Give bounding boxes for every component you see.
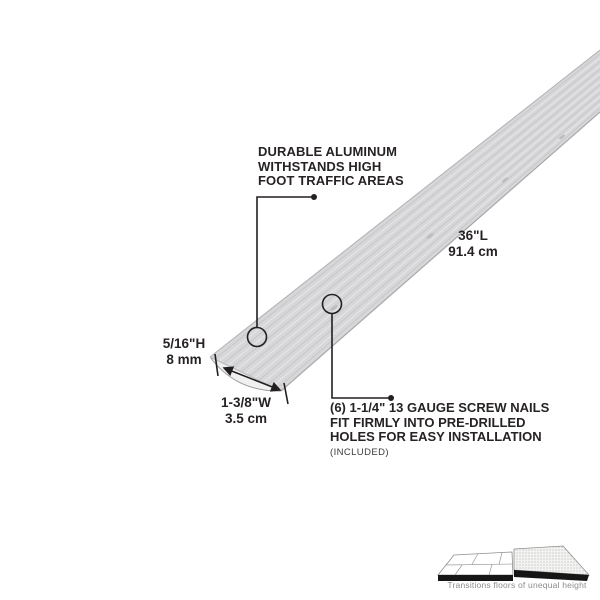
height-metric: 8 mm xyxy=(166,352,202,367)
threshold-strip xyxy=(210,50,600,391)
width-imperial: 1-3/8"W xyxy=(221,395,271,410)
durability-line: FOOT TRAFFIC AREAS xyxy=(258,173,404,188)
footer-caption: Transitions floors of unequal height xyxy=(447,580,587,590)
durability-line: WITHSTANDS HIGH xyxy=(258,158,382,174)
width-metric: 3.5 cm xyxy=(224,411,268,426)
flute-line xyxy=(219,58,600,362)
height-label xyxy=(134,336,234,368)
flute-line xyxy=(214,54,600,359)
strip-top-surface xyxy=(210,50,600,391)
screws-line: (6) 1-1/4" 13 GAUGE SCREW NAILS xyxy=(330,400,550,415)
width-label xyxy=(187,395,305,427)
flute-line xyxy=(237,73,600,370)
unequal-height-floors-icon xyxy=(438,546,589,581)
height-imperial: 5/16"H xyxy=(162,336,206,351)
length-metric: 91.4 cm xyxy=(448,244,498,259)
screws-line: HOLES FOR EASY INSTALLATION xyxy=(330,429,542,444)
flute-line xyxy=(228,66,600,366)
length-imperial: 36"L xyxy=(458,228,488,243)
durability-label xyxy=(258,145,404,189)
flute-line xyxy=(232,69,600,367)
screws-line: FIT FIRMLY INTO PRE-DRILLED xyxy=(330,414,526,430)
durability-line: DURABLE ALUMINUM xyxy=(258,144,398,159)
included-note: (INCLUDED) xyxy=(330,446,389,458)
carpet-floor-icon xyxy=(514,546,589,581)
screws-label xyxy=(330,401,549,460)
leader-dot xyxy=(311,194,317,200)
strip-back-edge xyxy=(210,50,600,357)
flute-line xyxy=(223,62,600,364)
flute-line xyxy=(241,77,600,372)
length-label xyxy=(403,228,543,260)
tile-floor-icon xyxy=(438,552,513,581)
